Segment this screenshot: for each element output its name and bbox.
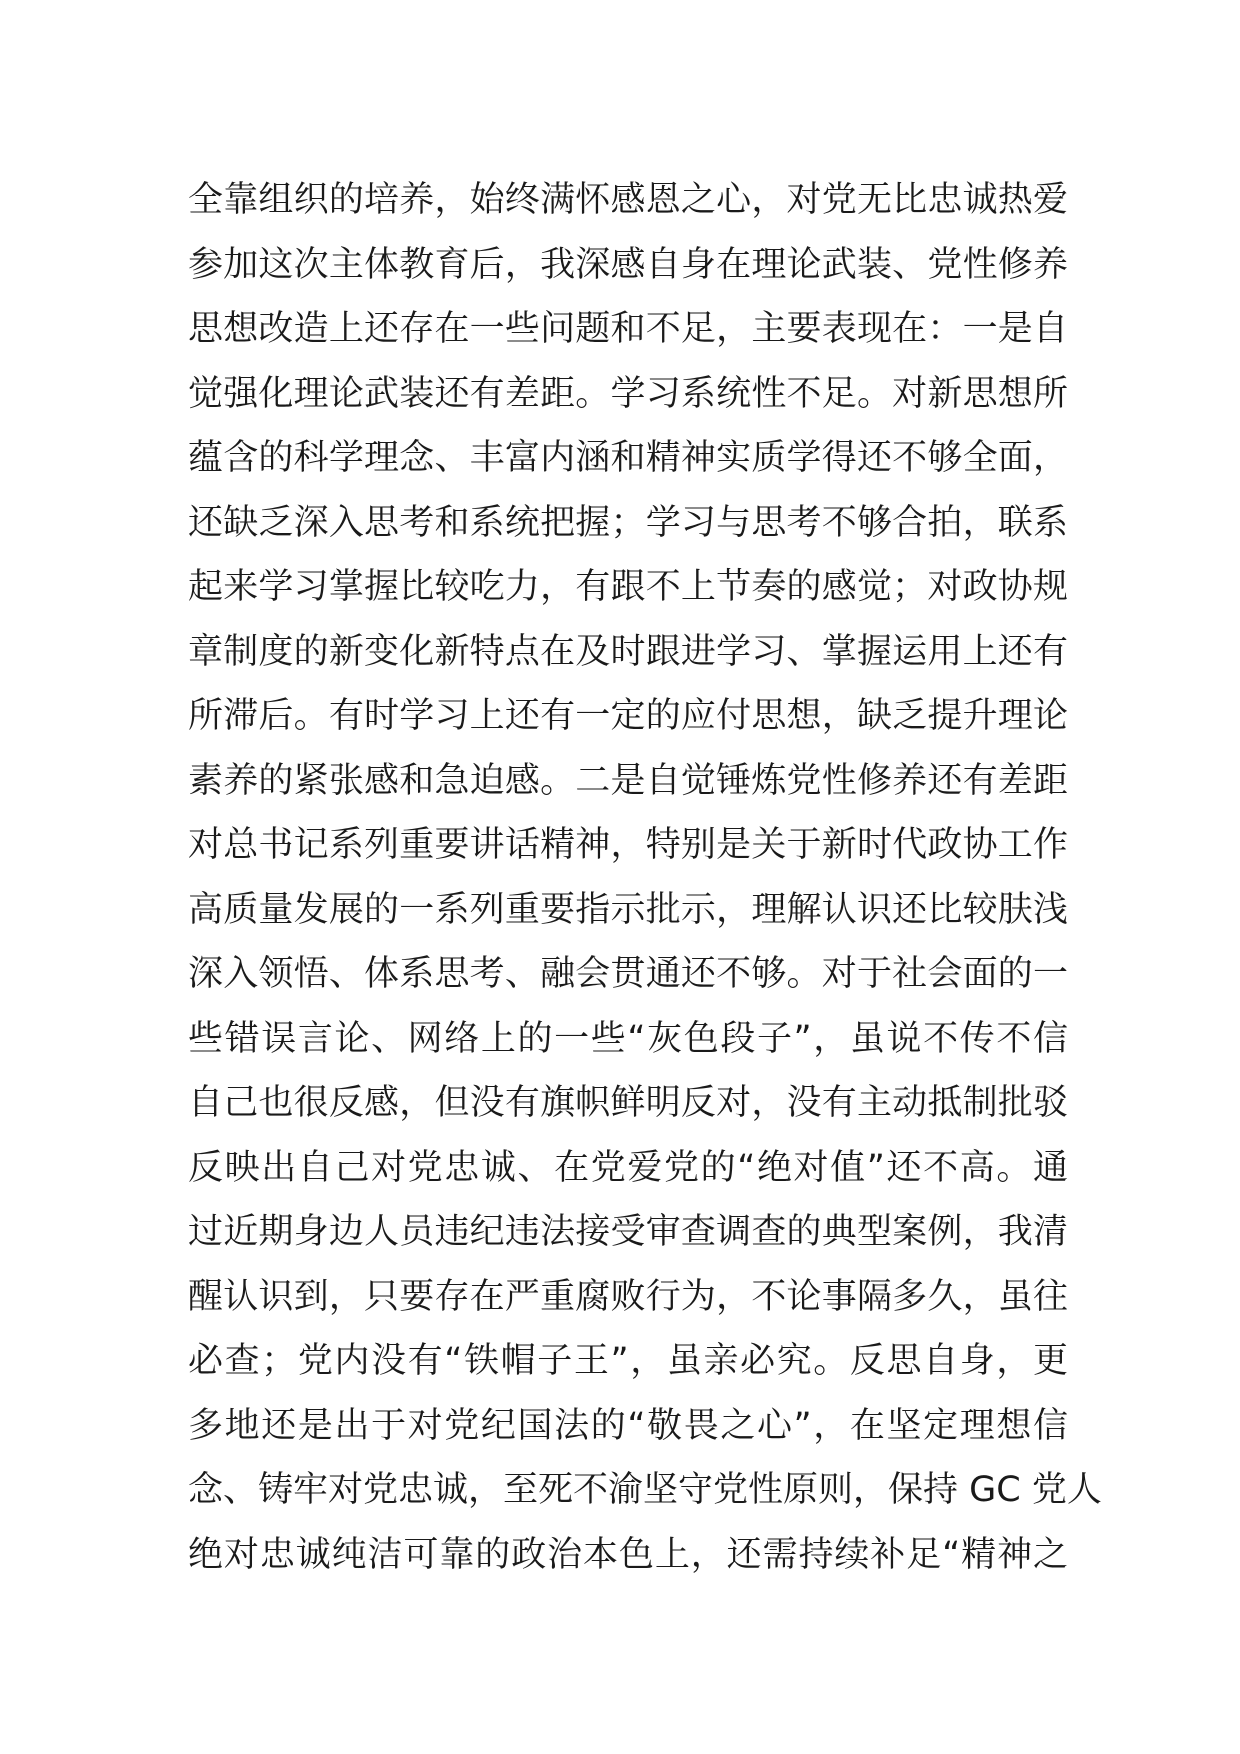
text-line: 自己也很反感，但没有旗帜鲜明反对，没有主动抵制批驳 <box>188 1083 1068 1123</box>
text-line: 高质量发展的一系列重要指示批示，理解认识还比较肤浅 <box>188 889 1068 930</box>
text-line: 起来学习掌握比较吃力，有跟不上节奏的感觉；对政协规 <box>188 567 1068 607</box>
text-line: 对总书记系列重要讲话精神，特别是关于新时代政协工作 <box>188 825 1068 865</box>
text-line: 素养的紧张感和急迫感。二是自觉锤炼党性修养还有差距 <box>188 760 1068 801</box>
body-text <box>188 168 1102 1587</box>
text-line: 蕴含的科学理念、丰富内涵和精神实质学得还不够全面， <box>188 438 1068 478</box>
text-line: 绝对忠诚纯洁可靠的政治本色上，还需持续补足“精神之 <box>188 1534 1068 1575</box>
text-line: 所滞后。有时学习上还有一定的应付思想，缺乏提升理论 <box>188 696 1068 736</box>
text-line: 些错误言论、网络上的一些“灰色段子”，虽说不传不信 <box>188 1018 1068 1059</box>
text-line: 过近期身边人员违纪违法接受审查调查的典型案例，我清 <box>188 1212 1068 1252</box>
text-line: 思想改造上还存在一些问题和不足，主要表现在：一是自 <box>188 309 1068 349</box>
text-line: 章制度的新变化新特点在及时跟进学习、掌握运用上还有 <box>188 631 1068 672</box>
text-line: 多地还是出于对党纪国法的“敬畏之心”，在坚定理想信 <box>188 1405 1068 1446</box>
text-line: 觉强化理论武装还有差距。学习系统性不足。对新思想所 <box>188 373 1068 414</box>
text-line: 必查；党内没有“铁帽子王”，虽亲必究。反思自身，更 <box>188 1341 1068 1381</box>
text-line: 反映出自己对党忠诚、在党爱党的“绝对值”还不高。通 <box>188 1147 1068 1188</box>
text-line: 念、铸牢对党忠诚，至死不渝坚守党性原则，保持 GC 党人 <box>188 1470 1102 1510</box>
text-line: 深入领悟、体系思考、融会贯通还不够。对于社会面的一 <box>188 954 1068 994</box>
text-line: 还缺乏深入思考和系统把握；学习与思考不够合拍，联系 <box>188 502 1068 543</box>
text-line: 醒认识到，只要存在严重腐败行为，不论事隔多久，虽往 <box>188 1276 1068 1317</box>
text-line: 全靠组织的培养，始终满怀感恩之心，对党无比忠诚热爱 <box>188 180 1068 220</box>
text-line: 参加这次主体教育后，我深感自身在理论武装、党性修养 <box>188 244 1068 285</box>
